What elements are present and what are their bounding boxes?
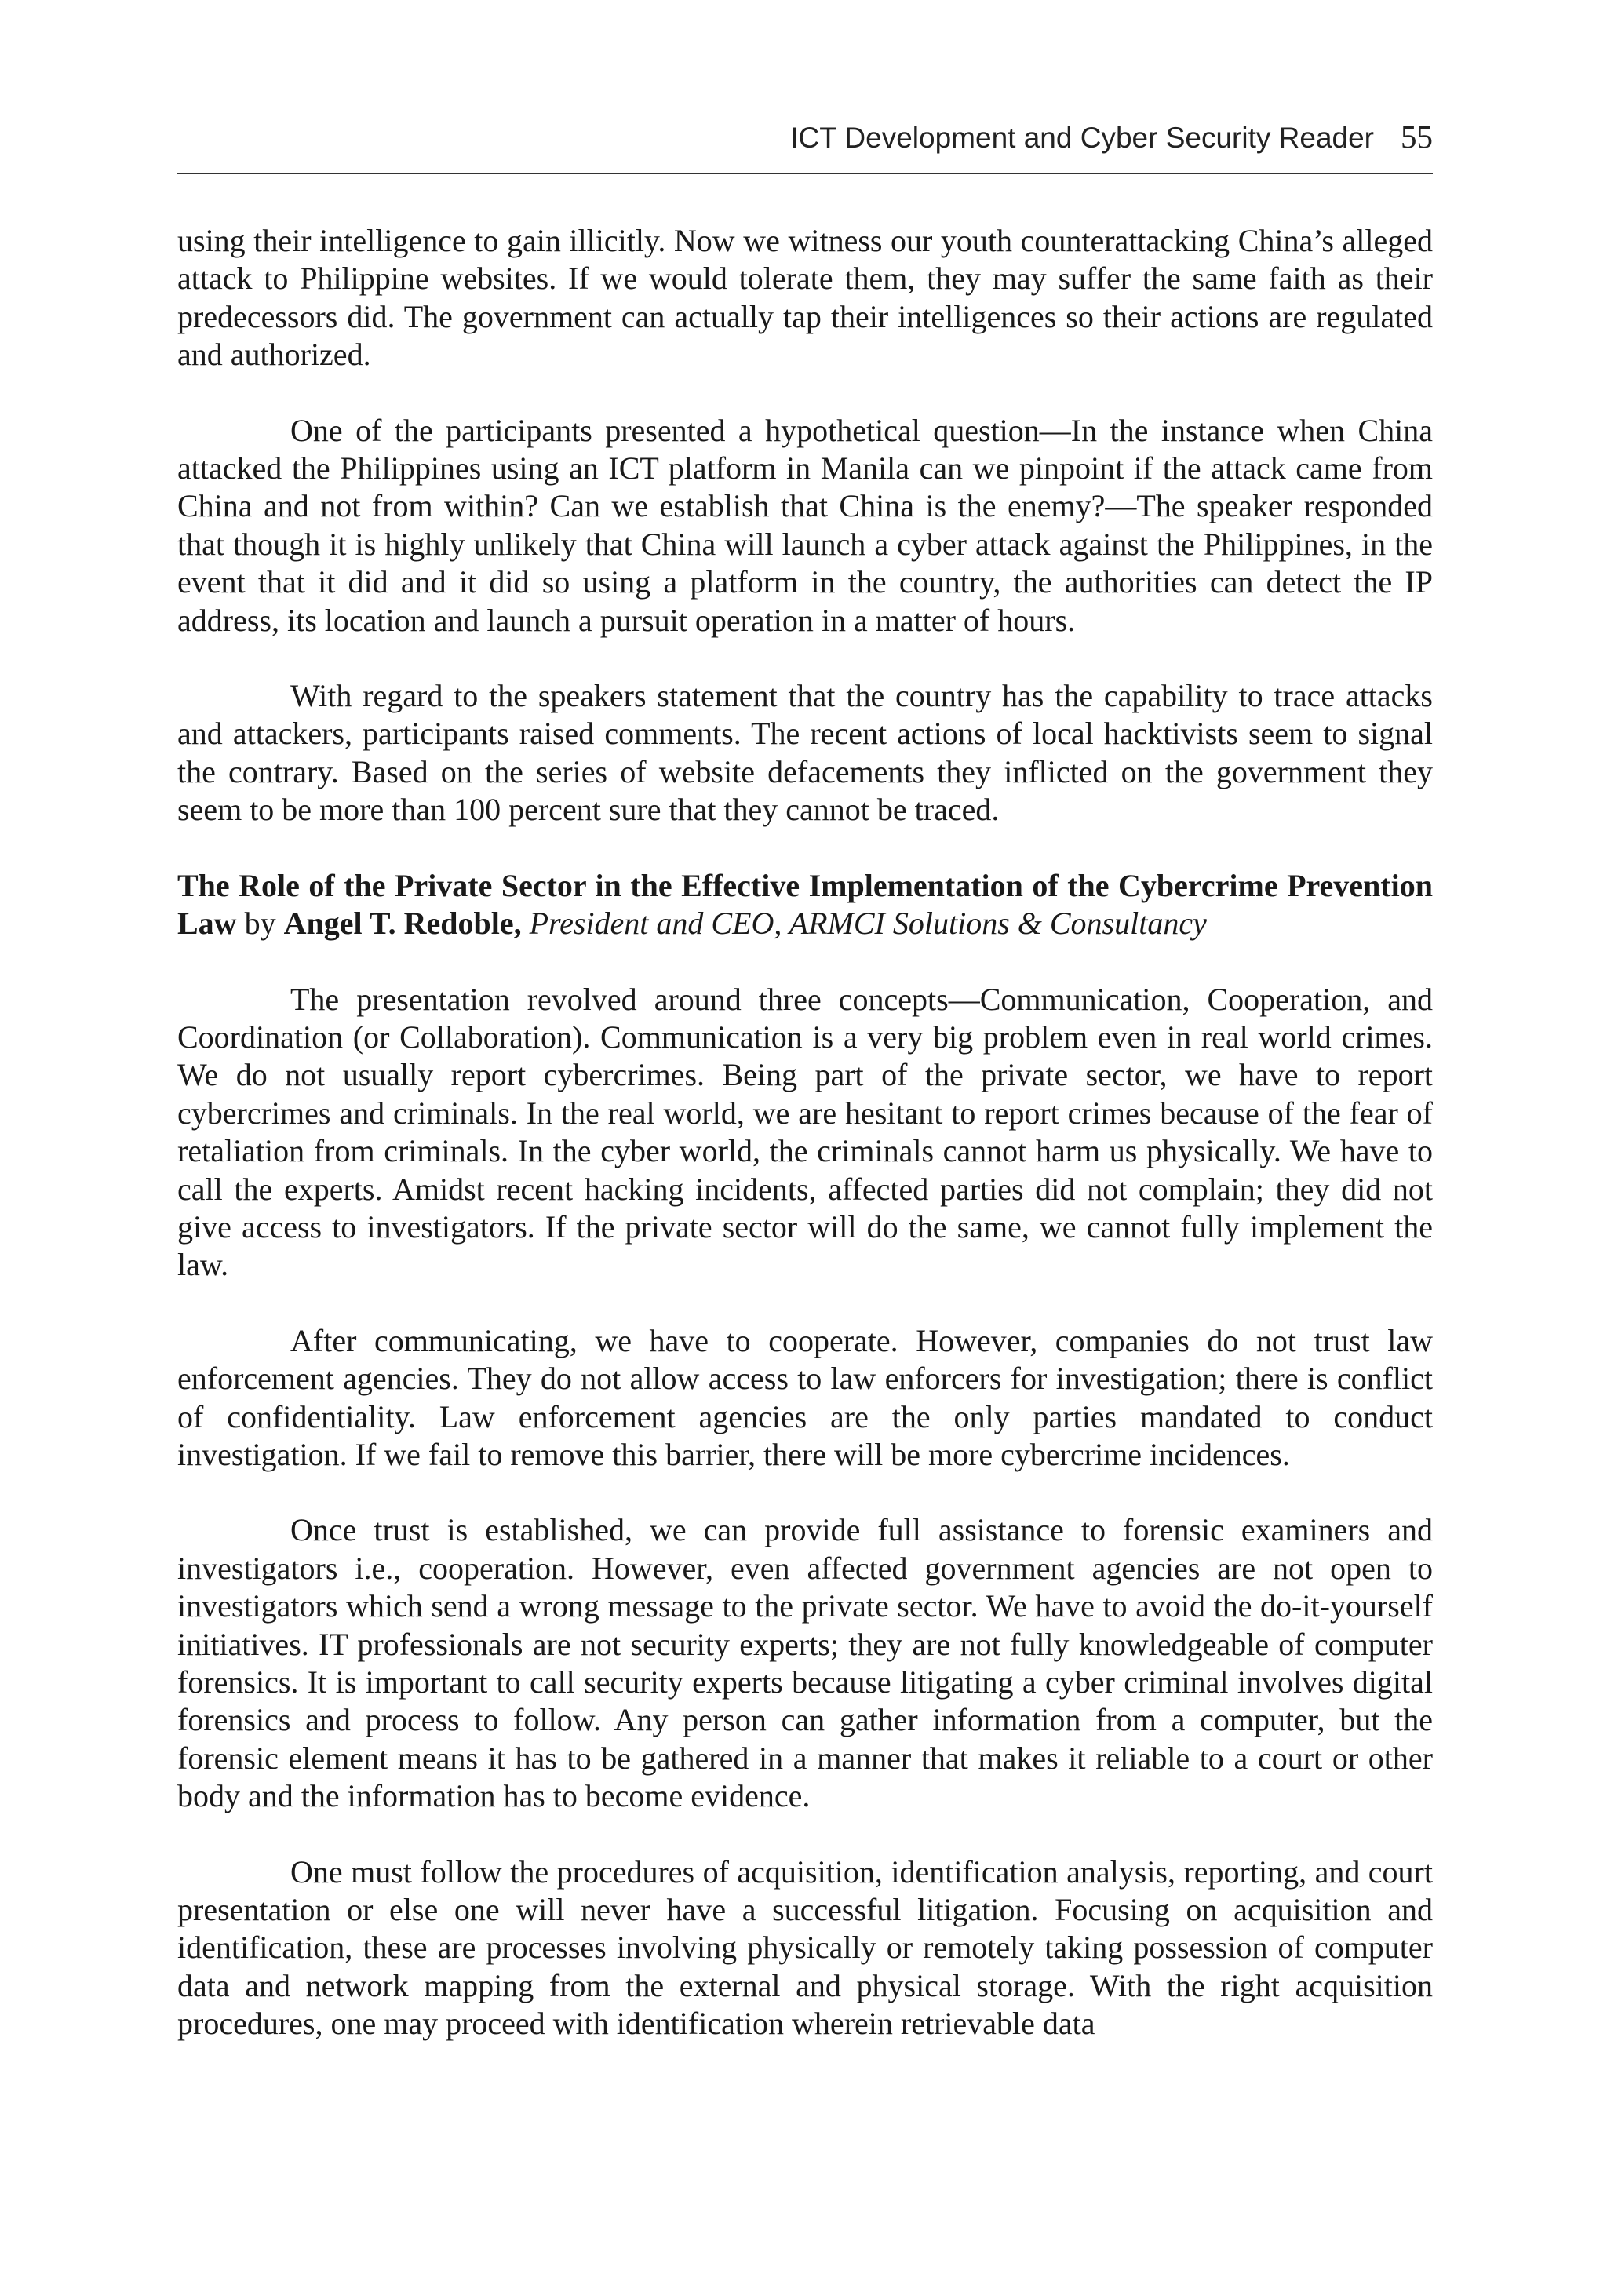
running-header [177,115,1433,159]
paragraph-communication: The presentation revolved around three concepts—Communication, Cooperation, and Coordination (or Collaboration). Communication is a very big problem even in real world crimes. We do not usually report cybercrimes. Being part of the private sector, we have to report cybercrimes and criminals. In the real world, we are hesitant to report crimes because of the fear of retaliation from criminals. In the cyber world, the criminals cannot harm us physically. We have to call the experts. Amidst recent hacking incidents, affected parties did not complain; they did not give access to investigators. If the private sector will do the same, we cannot fully implement the law. [177,981,1433,1283]
paragraph-hypothetical-question: One of the participants presented a hypothetical question—In the instance when China attacked the Philippines using an ICT platform in Manila can we pinpoint if the attack came from China and not from within? Can we establish that China is the enemy?—The speaker responded that though it is highly unlikely that China will launch a cyber attack against the Philippines, in the event that it did and it did so using a platform in the country, the authorities can detect the IP address, its location and launch a pursuit operation in a matter of hours. [177,412,1433,638]
paragraph-trace-capability: With regard to the speakers statement that the country has the capability to trace attacks and attackers, participants raised comments. The recent actions of local hacktivists seem to signal the contrary. Based on the series of website defacements they inflicted on the government they seem to be more than 100 percent sure that they cannot be traced. [177,678,1433,828]
paragraph-procedures: One must follow the procedures of acquisition, identification analysis, reporting, and court presentation or else one will never have a successful litigation. Focusing on acquisition and identification, these are processes involving physically or remotely taking possession of computer data and network mapping from the external and physical storage. With the right acquisition procedures, one may proceed with identification wherein retrievable data [177,1853,1433,2042]
header-rule [177,173,1433,174]
page-number: 55 [1401,118,1433,155]
paragraph-continued: using their intelligence to gain illicitly. Now we witness our youth counterattacking China’s alleged attack to Philippine websites. If we would tolerate them, they may suffer the same faith as their predecessors did. The government can actually tap their intelligences so their actions are regulated and authorized. [177,223,1433,373]
page-body [177,222,1433,2081]
section-by: by [244,906,276,942]
paragraph-cooperation: After communicating, we have to cooperate. However, companies do not trust law enforcement agencies. They do not allow access to law enforcers for investigation; there is conflict of confidentiality. Law enforcement agencies are the only parties mandated to conduct investigation. If we fail to remove this barrier, there will be more cybercrime incidences. [177,1322,1433,1472]
section-author: Angel T. Redoble, [283,906,522,942]
section-heading [177,867,1433,943]
section-title: The Role of the Private Sector in the Effective Implementation of the Cybercrime Prevention Law [177,867,1433,942]
paragraph-trust: Once trust is established, we can provide full assistance to forensic examiners and investigators i.e., cooperation. However, even affected government agencies are not open to investigators which send a wrong message to the private sector. We have to avoid the do-it-yourself initiatives. IT professionals are not security experts; they are not fully knowledgeable of computer forensics. It is important to call security experts because litigating a cyber criminal involves digital forensics and process to follow. Any person can gather information from a computer, but the forensic element means it has to be gathered in a manner that makes it reliable to a court or other body and the information has to become evidence. [177,1512,1433,1814]
running-title: ICT Development and Cyber Security Reader [790,122,1374,154]
section-affiliation: President and CEO, ARMCI Solutions & Consultancy [529,906,1207,942]
